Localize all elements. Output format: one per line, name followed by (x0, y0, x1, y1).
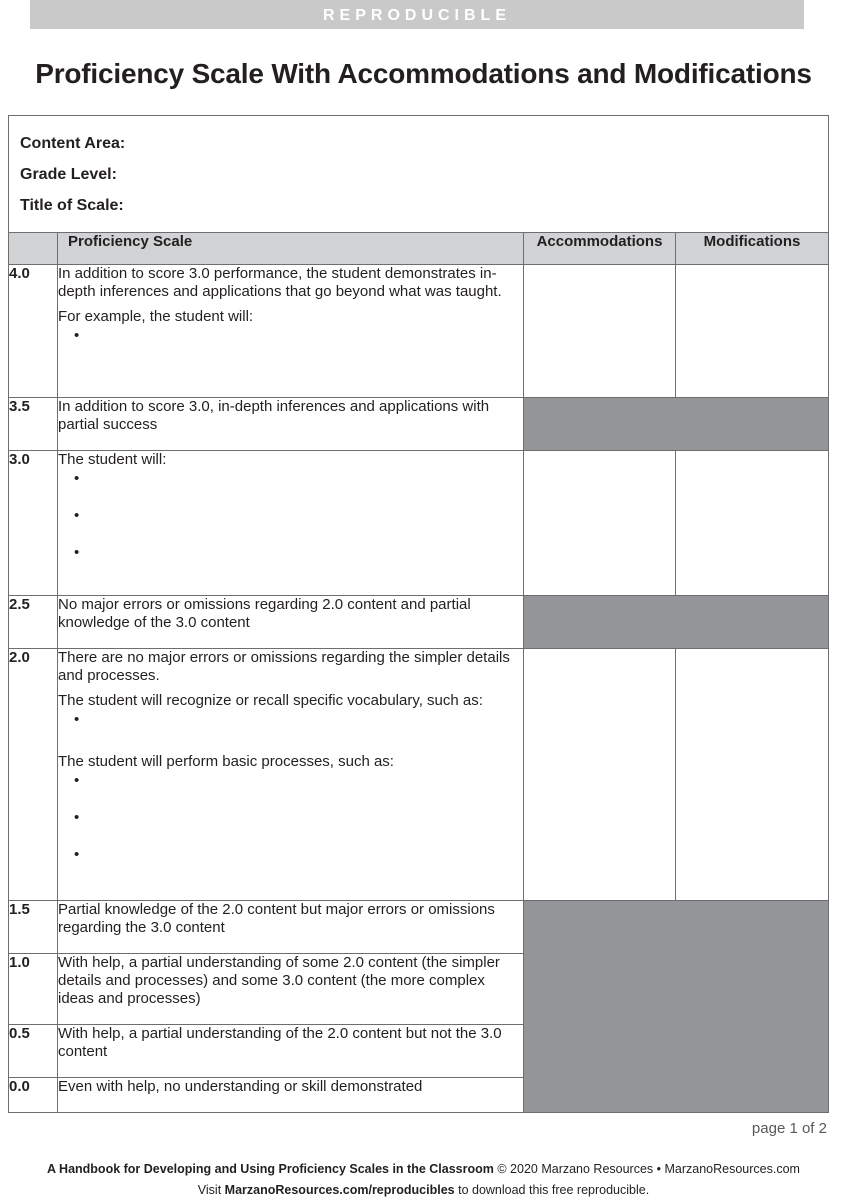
modifications-cell (676, 451, 829, 596)
description-text: The student will perform basic processes, such as: (58, 753, 394, 770)
page-title: Proficiency Scale With Accommodations and Modifications (35, 58, 812, 89)
proficiency-scale-header: Proficiency Scale (58, 233, 524, 265)
modifications-header: Modifications (676, 233, 829, 265)
reproducibles-link[interactable]: MarzanoResources.com/reproducibles (224, 1183, 455, 1197)
bullet-point: • (74, 544, 80, 561)
score-1-0: 1.0 (9, 954, 58, 1025)
visit-text: Visit (197, 1183, 222, 1197)
description-text: In addition to score 3.0, in-depth inferences and applications with partial success (58, 398, 490, 433)
modifications-cell (676, 265, 829, 398)
page-number: page 1 of 2 (751, 1120, 827, 1137)
bullet-point: • (74, 507, 80, 524)
description-0-5 (58, 1025, 524, 1078)
bullet-point: • (74, 772, 80, 789)
accommodations-cell (524, 451, 676, 596)
footer-citation (0, 1162, 847, 1176)
description-text: With help, a partial understanding of some 2.0 content (the simpler details and processes) and some 3.0 content (the more complex ideas and processes) (58, 954, 500, 1007)
proficiency-scale-table (8, 115, 829, 1113)
score-0-0: 0.0 (9, 1078, 58, 1113)
bullet-point: • (74, 711, 80, 728)
table-row (9, 398, 829, 451)
accommodations-cell (524, 265, 676, 398)
copyright-text: © 2020 Marzano Resources • MarzanoResources.com (497, 1162, 800, 1176)
bullet-point: • (74, 846, 80, 863)
title-of-scale-label: Title of Scale: (20, 197, 124, 214)
score-2-0: 2.0 (9, 649, 58, 901)
score-header (9, 233, 58, 265)
shaded-cell (524, 596, 829, 649)
table-row (9, 451, 829, 596)
score-2-5: 2.5 (9, 596, 58, 649)
accommodations-cell (524, 649, 676, 901)
table-row (9, 901, 829, 954)
modifications-cell (676, 649, 829, 901)
description-1-5 (58, 901, 524, 954)
description-3-0 (58, 451, 524, 596)
table-row (9, 596, 829, 649)
description-2-0 (58, 649, 524, 901)
description-1-0 (58, 954, 524, 1025)
score-1-5: 1.5 (9, 901, 58, 954)
score-0-5: 0.5 (9, 1025, 58, 1078)
description-3-5 (58, 398, 524, 451)
accommodations-header: Accommodations (524, 233, 676, 265)
description-text: The student will: (58, 451, 167, 468)
scale-info-box (9, 116, 829, 233)
table-row (9, 649, 829, 901)
table-row (9, 265, 829, 398)
footer-download-note (0, 1183, 847, 1197)
shaded-cell (524, 398, 829, 451)
description-2-5 (58, 596, 524, 649)
description-text: There are no major errors or omissions regarding the simpler details and processes. (58, 649, 510, 684)
description-text: Even with help, no understanding or skill demonstrated (58, 1078, 423, 1095)
description-text: No major errors or omissions regarding 2.0 content and partial knowledge of the 3.0 content (58, 596, 471, 631)
reproducible-banner: REPRODUCIBLE (30, 0, 804, 29)
description-0-0 (58, 1078, 524, 1113)
description-4-0 (58, 265, 524, 398)
score-4-0: 4.0 (9, 265, 58, 398)
bullet-point: • (74, 470, 80, 487)
book-title: A Handbook for Developing and Using Proficiency Scales in the Classroom (47, 1162, 494, 1176)
table-header-row (9, 233, 829, 265)
shaded-cell (524, 901, 829, 1113)
score-3-0: 3.0 (9, 451, 58, 596)
description-text: With help, a partial understanding of the 2.0 content but not the 3.0 content (58, 1025, 502, 1060)
description-text: For example, the student will: (58, 308, 254, 325)
bullet-point: • (74, 327, 80, 344)
content-area-label: Content Area: (20, 135, 126, 152)
grade-level-label: Grade Level: (20, 166, 117, 183)
description-text: Partial knowledge of the 2.0 content but major errors or omissions regarding the 3.0 content (58, 901, 495, 936)
download-text: to download this free reproducible. (458, 1183, 650, 1197)
score-3-5: 3.5 (9, 398, 58, 451)
description-text: The student will recognize or recall specific vocabulary, such as: (58, 692, 483, 709)
description-text: In addition to score 3.0 performance, the student demonstrates in-depth inferences and applications that go beyond what was taught. (58, 265, 502, 300)
bullet-point: • (74, 809, 80, 826)
